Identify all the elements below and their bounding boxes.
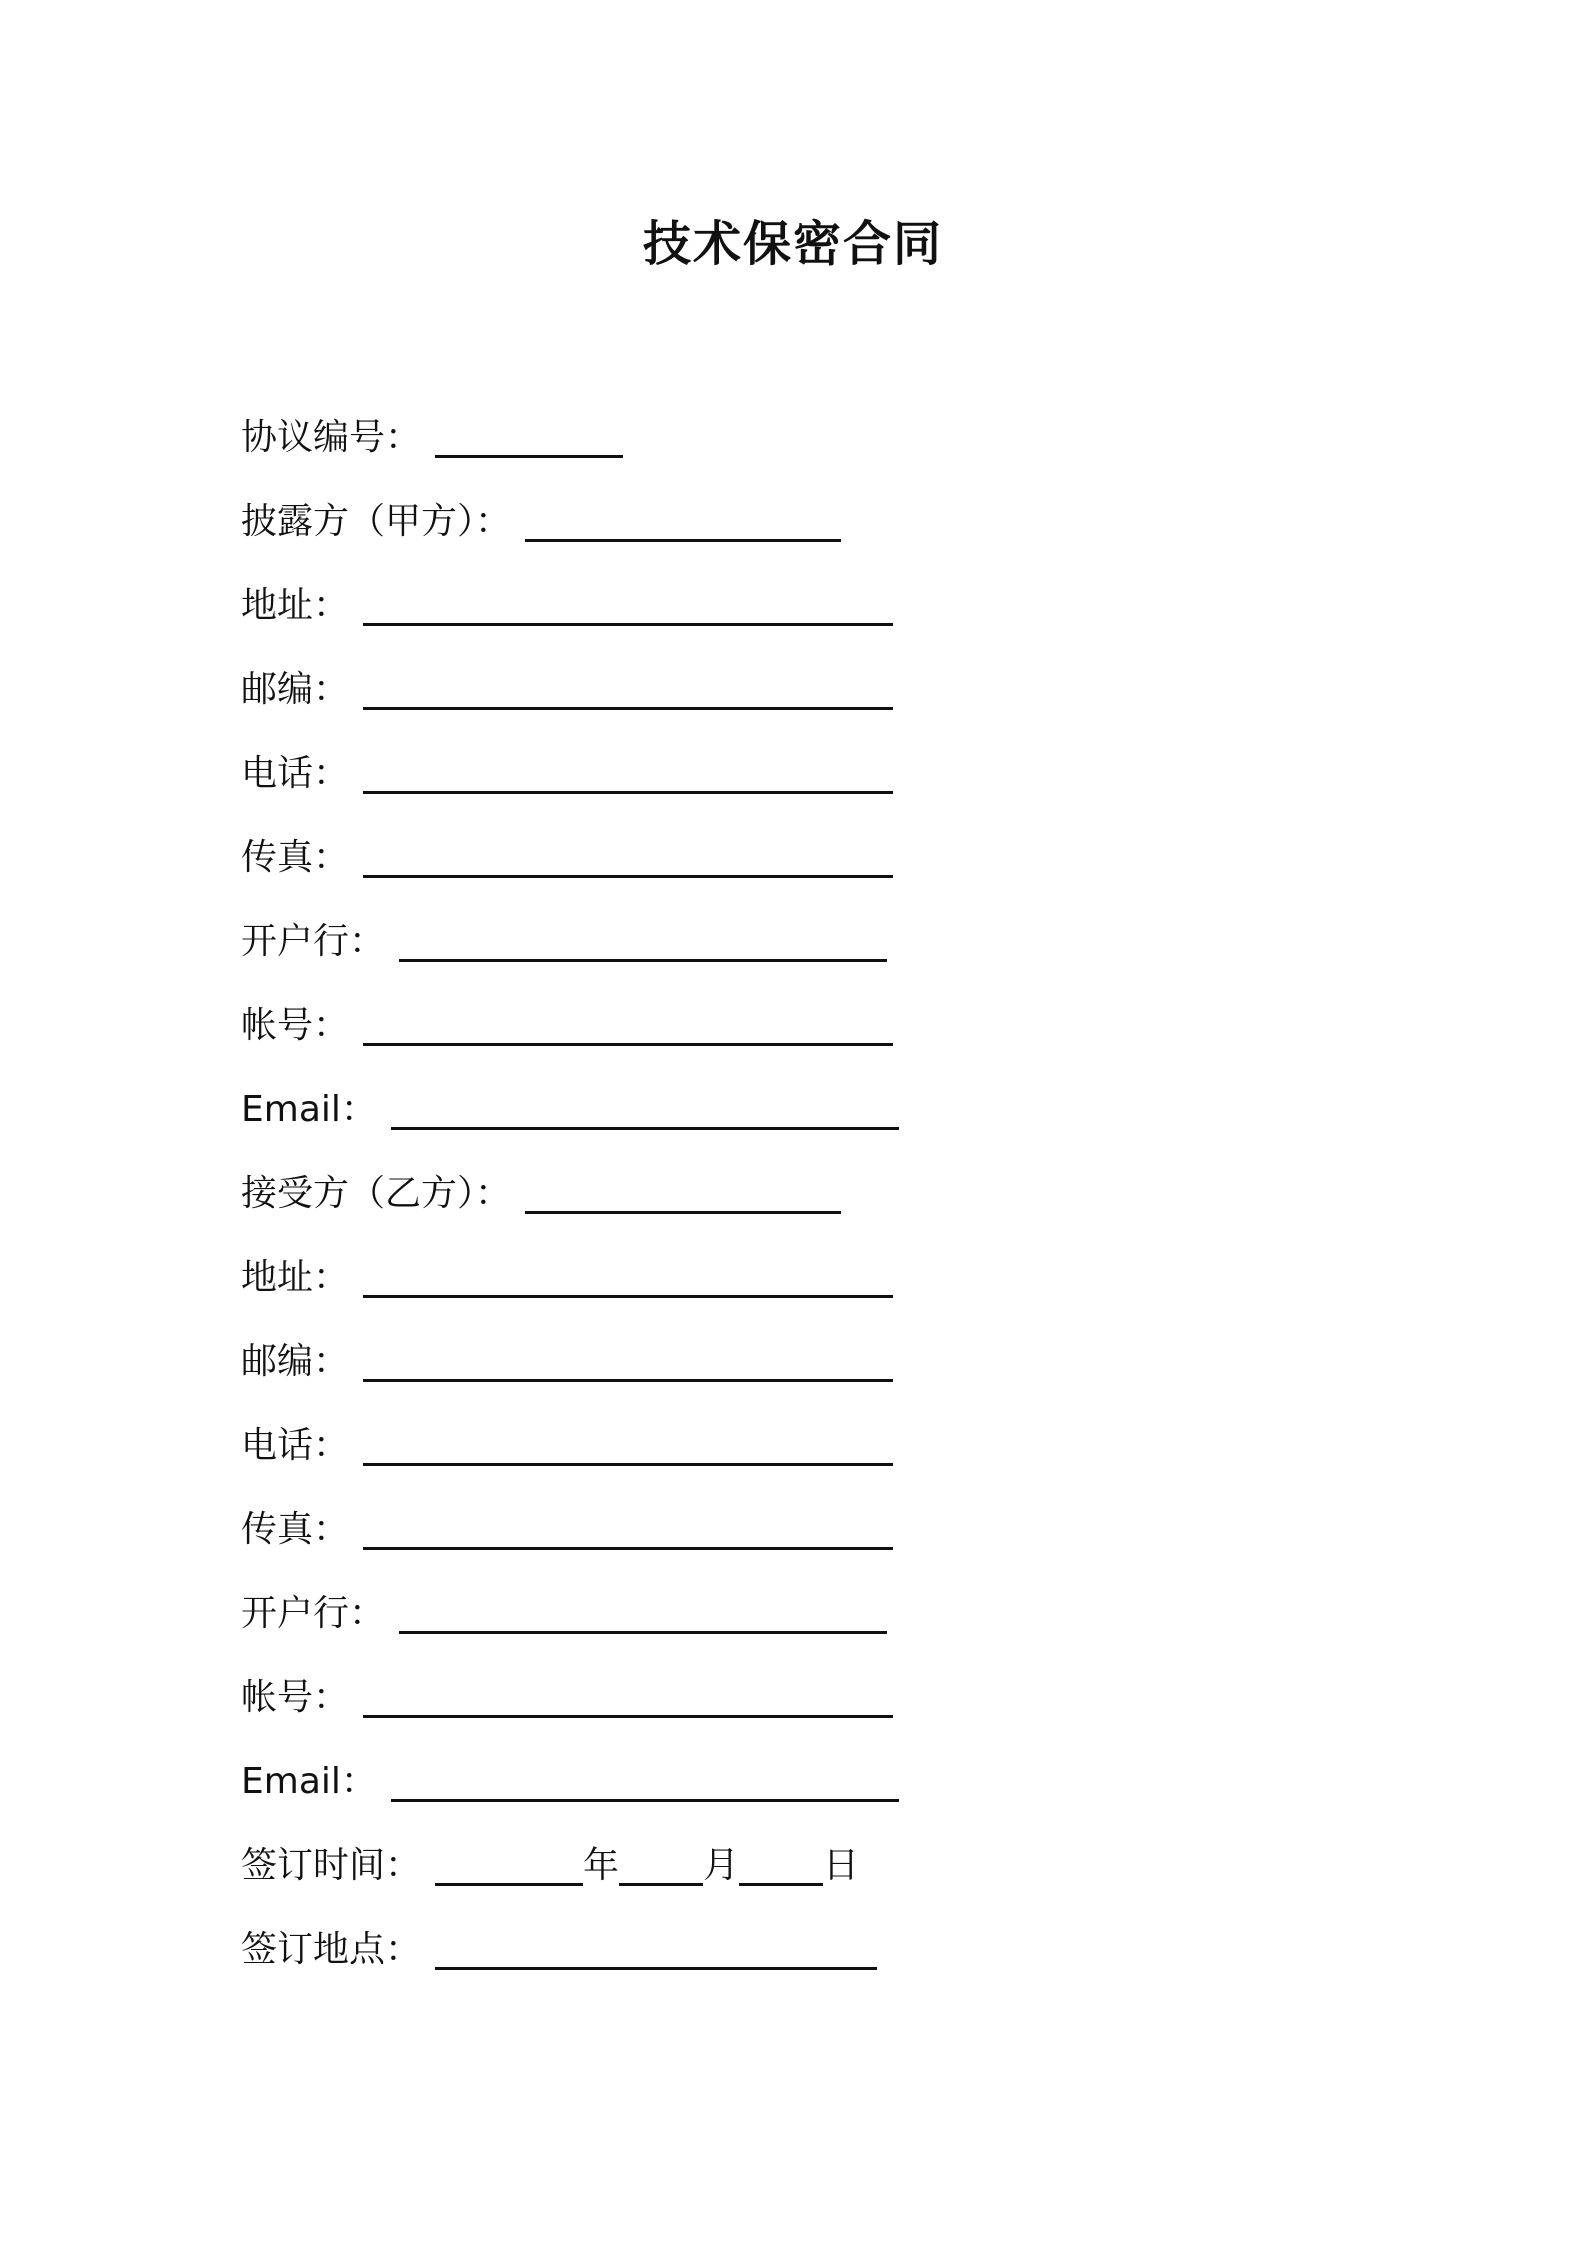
fill-in-blank[interactable] [363, 753, 893, 794]
fill-in-blank[interactable] [435, 1929, 877, 1970]
field-label: 协议编号： [241, 417, 422, 458]
field-label: 邮编： [241, 669, 350, 710]
field-b-email [241, 1754, 899, 1804]
field-label: 签订时间： [241, 1845, 422, 1886]
field-label: 开户行： [241, 1593, 386, 1634]
field-label: 帐号： [241, 1005, 350, 1046]
field-label: 帐号： [241, 1677, 350, 1718]
field-label: 接受方（乙方）： [241, 1173, 512, 1214]
field-label: 电话： [241, 753, 350, 794]
field-label: Email： [241, 1761, 377, 1802]
field-a-email [241, 1082, 899, 1132]
fill-in-blank[interactable] [363, 1509, 893, 1550]
field-b-fax [241, 1502, 893, 1552]
field-a-postcode [241, 662, 893, 712]
field-b-postcode [241, 1334, 893, 1384]
fill-in-blank[interactable] [399, 921, 887, 962]
field-recipient-party-b [241, 1166, 841, 1216]
fill-in-blank[interactable] [363, 1425, 893, 1466]
fill-in-blank[interactable] [363, 669, 893, 710]
fill-in-blank[interactable] [525, 1173, 841, 1214]
year-blank[interactable] [435, 1845, 583, 1886]
field-b-address [241, 1250, 893, 1300]
field-label: 签订地点： [241, 1929, 422, 1970]
field-label: 开户行： [241, 921, 386, 962]
field-label: 邮编： [241, 1341, 350, 1382]
fill-in-blank[interactable] [363, 1341, 893, 1382]
field-sign-date [241, 1838, 859, 1888]
field-b-phone [241, 1418, 893, 1468]
field-sign-place [241, 1922, 877, 1972]
field-b-bank [241, 1586, 887, 1636]
field-a-bank [241, 914, 887, 964]
field-label: 电话： [241, 1425, 350, 1466]
field-b-account [241, 1670, 893, 1720]
fill-in-blank[interactable] [363, 585, 893, 626]
fill-in-blank[interactable] [391, 1089, 899, 1130]
fill-in-blank[interactable] [435, 417, 623, 458]
fill-in-blank[interactable] [363, 1005, 893, 1046]
day-unit: 日 [823, 1845, 860, 1886]
month-unit: 月 [703, 1845, 740, 1886]
field-a-phone [241, 746, 893, 796]
month-blank[interactable] [619, 1845, 703, 1886]
fill-in-blank[interactable] [525, 501, 841, 542]
day-blank[interactable] [739, 1845, 823, 1886]
fill-in-blank[interactable] [363, 1257, 893, 1298]
field-label: Email： [241, 1089, 377, 1130]
field-discloser-party-a [241, 494, 841, 544]
field-agreement-number [241, 410, 623, 460]
field-a-address [241, 578, 893, 628]
field-label: 传真： [241, 837, 350, 878]
field-label: 披露方（甲方）： [241, 501, 512, 542]
field-label: 地址： [241, 1257, 350, 1298]
fill-in-blank[interactable] [363, 837, 893, 878]
field-label: 传真： [241, 1509, 350, 1550]
fill-in-blank[interactable] [391, 1761, 899, 1802]
fill-in-blank[interactable] [363, 1677, 893, 1718]
document-title: 技术保密合同 [642, 216, 943, 272]
fill-in-blank[interactable] [399, 1593, 887, 1634]
field-a-fax [241, 830, 893, 880]
year-unit: 年 [583, 1845, 620, 1886]
field-a-account [241, 998, 893, 1048]
field-label: 地址： [241, 585, 350, 626]
